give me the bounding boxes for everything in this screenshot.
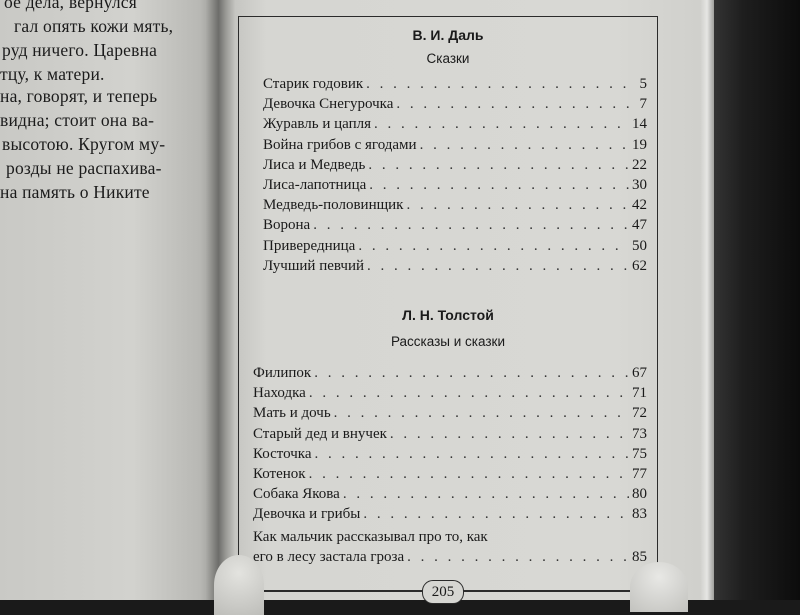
toc-entry: [263, 137, 647, 157]
toc-title: Мать и дочь: [253, 405, 331, 422]
toc-entry: [263, 217, 647, 237]
toc-page: 83: [632, 506, 647, 523]
toc-page: 72: [632, 405, 647, 422]
toc-page: 85: [632, 548, 647, 565]
left-line: высотою. Кругом му-: [2, 134, 166, 154]
toc-page: 75: [632, 445, 647, 462]
toc-page: 7: [639, 96, 647, 113]
toc-title: Лучший певчий: [263, 257, 364, 274]
toc-leader: [407, 547, 629, 567]
book-gutter: [205, 0, 235, 600]
page-number: 205: [422, 580, 464, 604]
toc-page: 67: [632, 365, 647, 381]
toc-page: 80: [632, 486, 647, 503]
toc-title: Лиса и Медведь: [263, 156, 366, 173]
section-author: Л. Н. Толстой: [402, 307, 494, 323]
page-edge: [700, 0, 714, 600]
toc-page: 71: [632, 385, 647, 402]
left-line: руд ничего. Царевна: [2, 40, 158, 60]
toc-title: Война грибов с ягодами: [263, 136, 417, 153]
toc-entry-continuation: [253, 547, 647, 567]
toc-title: Журавль и цапля: [263, 116, 372, 133]
toc-entry: [253, 405, 647, 425]
toc-entry: [263, 116, 647, 136]
toc-entry: [253, 527, 647, 567]
toc-leader: [420, 137, 629, 154]
toc-entry: [263, 258, 647, 278]
toc-page: 19: [632, 136, 647, 153]
toc-title: Как мальчик рассказывал про то, как: [253, 528, 488, 545]
left-line: на, говорят, и теперь: [0, 86, 158, 106]
toc-page: 42: [632, 197, 647, 214]
toc-entry: [253, 466, 647, 486]
toc-page: 77: [632, 465, 647, 482]
toc-leader: [363, 506, 629, 523]
toc-leader: [334, 405, 629, 422]
toc-entry: [263, 76, 647, 96]
toc-entry: [253, 385, 647, 405]
toc-entry: [253, 486, 647, 506]
toc-leader: [309, 385, 629, 402]
section-subtitle: Сказки: [426, 51, 470, 66]
toc-page: 62: [632, 257, 647, 274]
toc-list: [253, 365, 647, 567]
left-line: розды не распахива-: [6, 158, 162, 178]
toc-leader: [315, 446, 629, 463]
toc-page: 14: [632, 116, 647, 133]
toc-title: Находка: [253, 385, 306, 402]
toc-leader: [369, 177, 629, 194]
toc-title: Котенок: [253, 465, 306, 482]
toc-frame: [238, 16, 658, 593]
toc-entry: [263, 96, 647, 116]
toc-leader: [390, 426, 629, 443]
toc-entry: [263, 238, 647, 258]
left-line: видна; стоит она ва-: [0, 110, 155, 130]
toc-leader: [309, 466, 629, 483]
toc-title: Старый дед и внучек: [253, 425, 387, 442]
toc-title: Собака Якова: [253, 486, 340, 503]
background-dark: [705, 0, 800, 600]
toc-page: 73: [632, 425, 647, 442]
toc-page: 30: [632, 176, 647, 193]
toc-entry: [253, 365, 647, 385]
toc-leader: [343, 486, 629, 503]
toc-title: Привередница: [263, 237, 356, 254]
toc-title: Лиса-лапотница: [263, 176, 367, 193]
left-line: на память о Никите: [0, 182, 150, 202]
toc-title: Филипок: [253, 365, 312, 381]
toc-entry: [263, 177, 647, 197]
left-line: тцу, к матери.: [0, 64, 105, 84]
toc-leader: [366, 76, 636, 93]
toc-page: 50: [632, 237, 647, 254]
right-thumb: [630, 562, 688, 612]
toc-list: [263, 76, 647, 278]
toc-page: 5: [639, 76, 647, 92]
toc-page: 22: [632, 156, 647, 173]
toc-leader: [314, 365, 629, 382]
toc-leader: [406, 197, 629, 214]
toc-entry: [253, 426, 647, 446]
toc-entry: [253, 506, 647, 526]
toc-leader: [368, 157, 629, 174]
toc-leader: [367, 258, 629, 275]
toc-title: Старик годовик: [263, 76, 364, 92]
section-subtitle: Рассказы и сказки: [390, 334, 505, 349]
toc-entry: [263, 157, 647, 177]
left-line: ое дела, вернулся: [4, 0, 138, 12]
toc-entry: [263, 197, 647, 217]
toc-title: Медведь-половинщик: [263, 197, 404, 214]
toc-leader: [313, 217, 629, 234]
toc-leader: [396, 96, 636, 113]
toc-title: Девочка Снегурочка: [263, 96, 394, 113]
toc-leader: [358, 238, 629, 255]
left-thumb: [214, 555, 264, 615]
toc-page: 47: [632, 217, 647, 234]
left-line: гал опять кожи мять,: [14, 16, 174, 36]
toc-title: Ворона: [263, 217, 311, 234]
toc-title: Косточка: [253, 445, 312, 462]
toc-leader: [374, 116, 629, 133]
toc-entry: [253, 446, 647, 466]
toc-title-continued: его в лесу застала гроза: [253, 548, 405, 565]
toc-title: Девочка и грибы: [253, 506, 361, 523]
section-author: В. И. Даль: [412, 27, 484, 43]
